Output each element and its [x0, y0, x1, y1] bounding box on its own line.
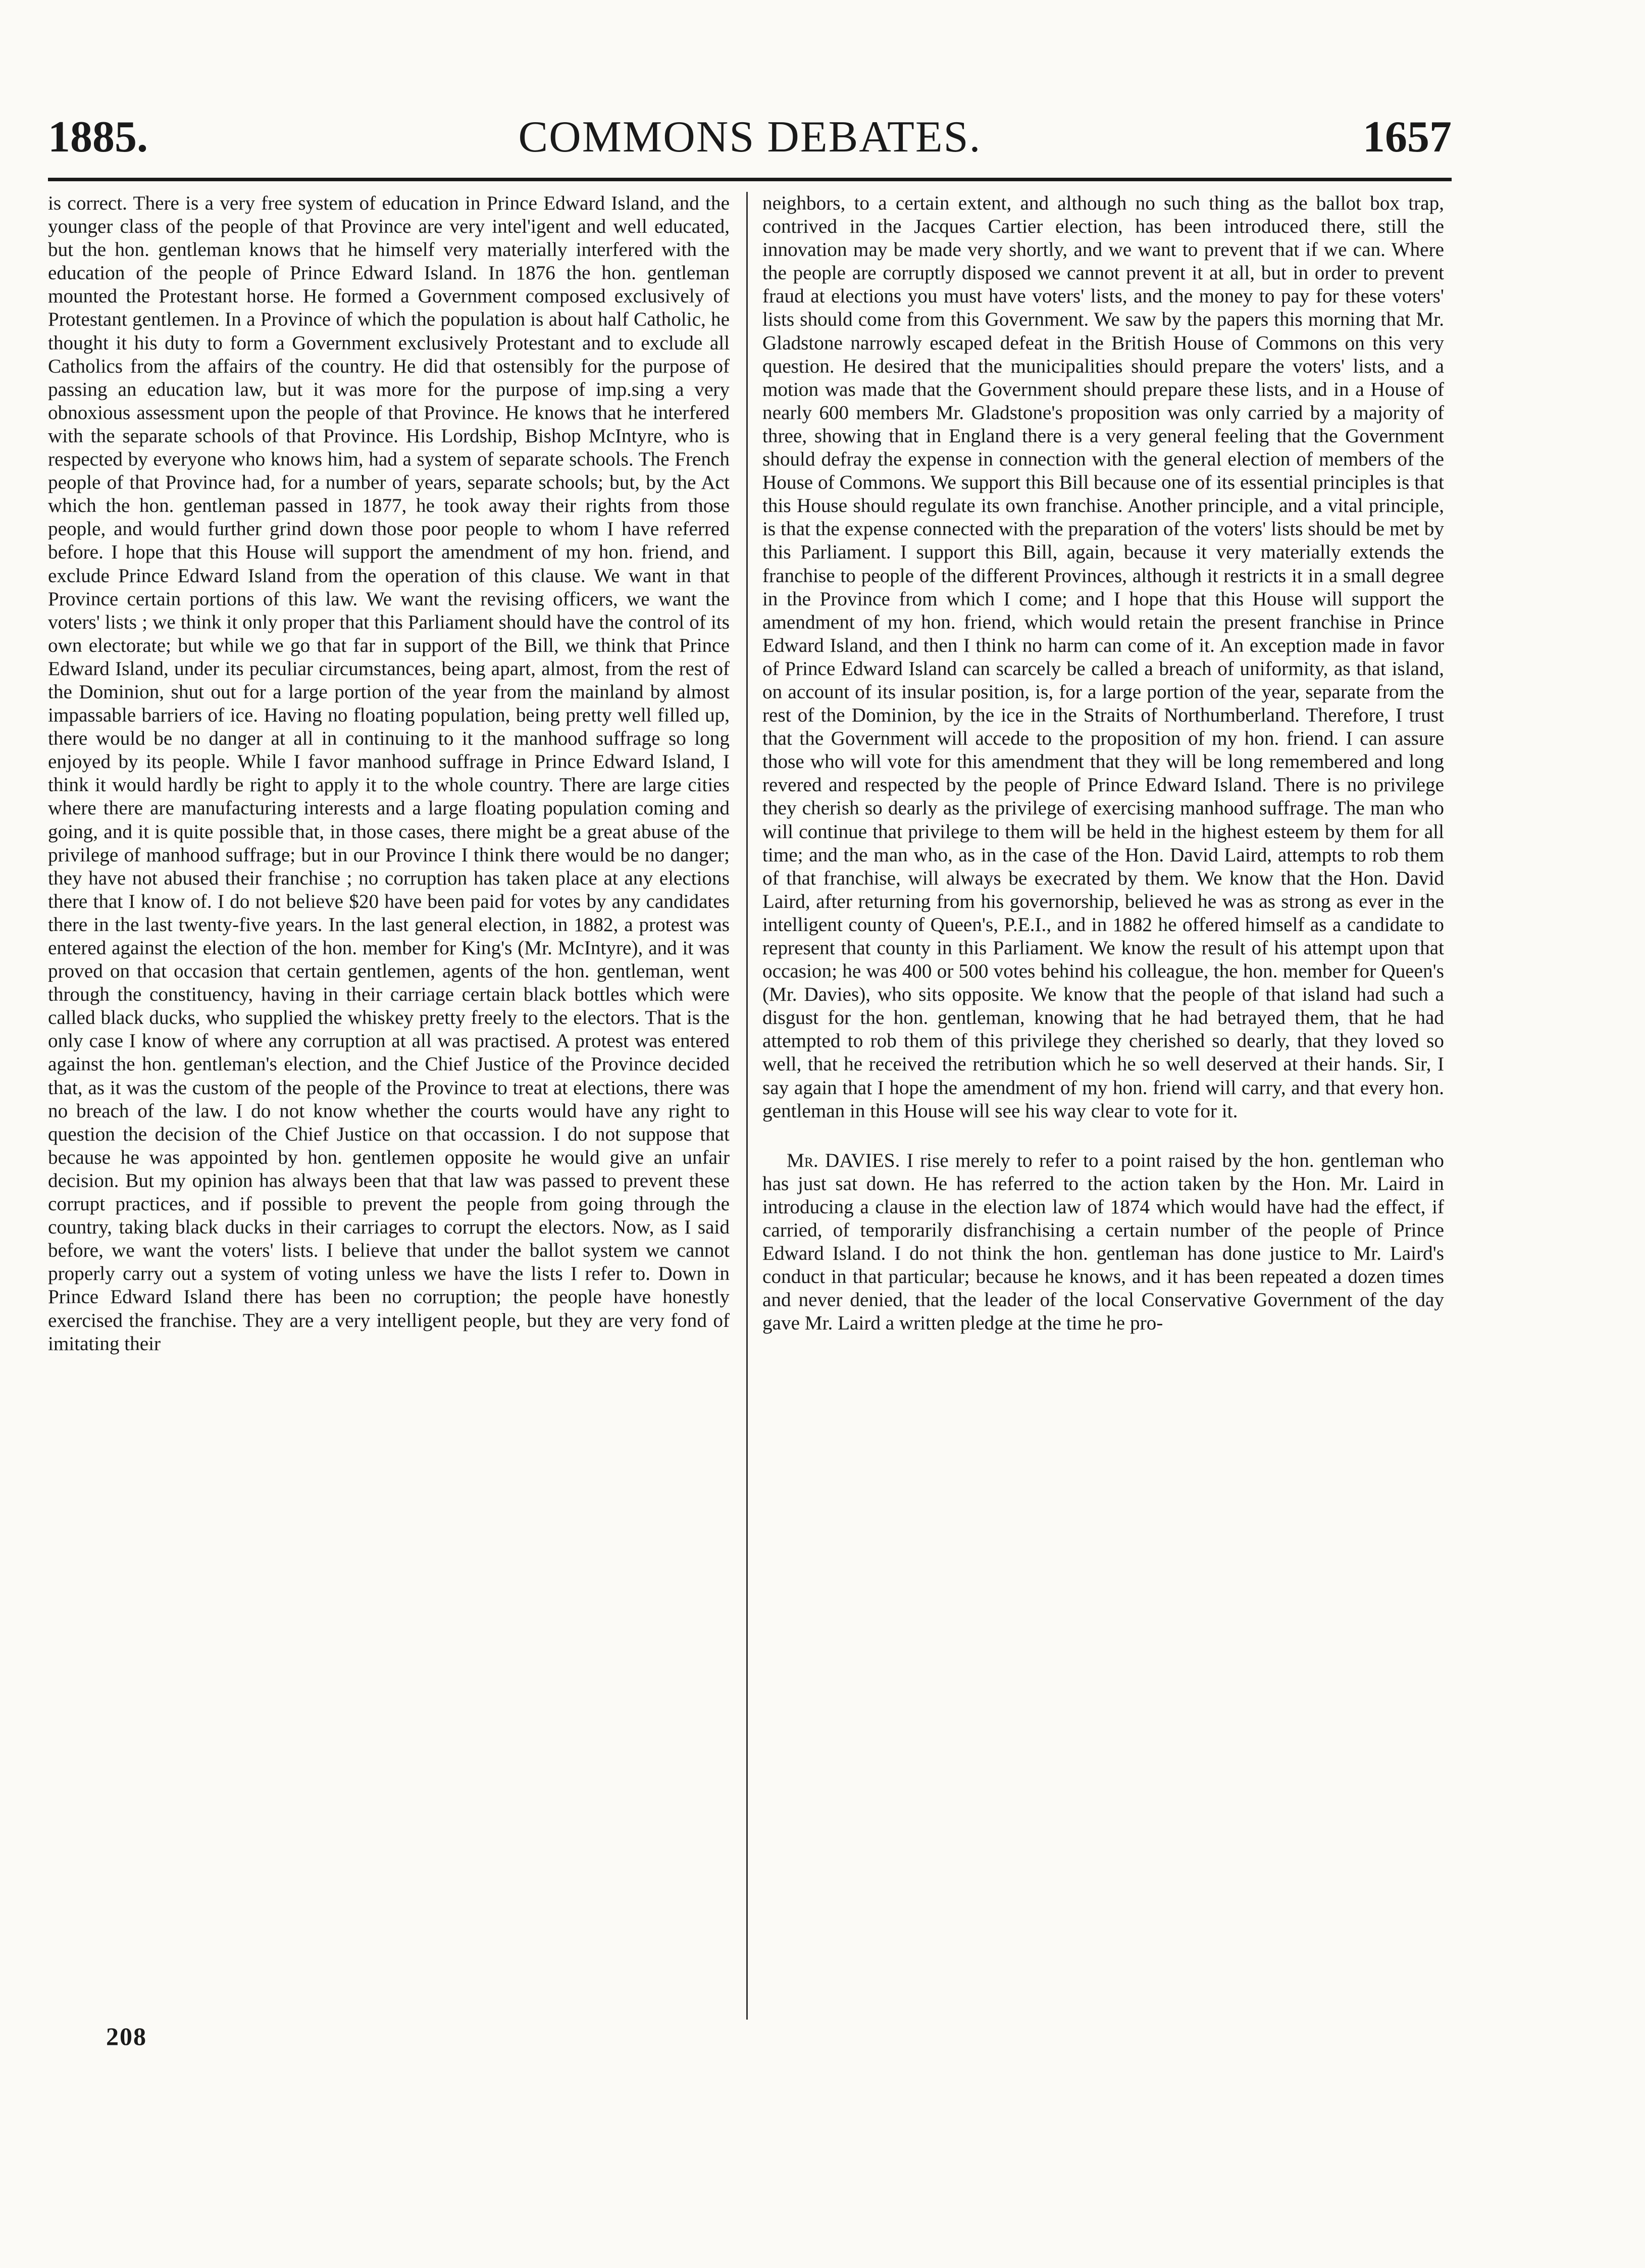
column-divider [746, 192, 748, 2020]
header-title: COMMONS DEBATES. [518, 113, 982, 162]
header-year: 1885. [48, 113, 148, 162]
right-column [762, 192, 1444, 1335]
page-header [48, 112, 1452, 168]
left-column-text: is correct. There is a very free system of education in Prince Edward Island, and the younger class of the people of that Province are very intel'igent and well educated, but the hon. gentleman knows that he himself very materially interfered with the education of the people of Prince Edward Island. In 1876 the hon. gentleman mounted the Protestant horse. He formed a Government composed exclusively of Protestant gentlemen. In a Province of which the population is about half Catholic, he thought it his duty to form a Government exclusively Protestant and to exclude all Catholics from the affairs of the country. He did that ostensibly for the purpose of passing an education law, but it was more for the purpose of imp.sing a very obnoxious assessment upon the people of that Province. He knows that he interfered with the separate schools of that Province. His Lordship, Bishop McIntyre, who is respected by everyone who knows him, had a system of separate schools. The French people of that Province had, for a number of years, separate schools; but, by the Act which the hon. gentleman passed in 1877, he took away their rights from those people, and would further grind down those poor people to whom I have referred before. I hope that this House will support the amendment of my hon. friend, and exclude Prince Edward Island from the operation of this clause. We want in that Province certain portions of this law. We want the revising officers, we want the voters' lists ; we think it only proper that this Parliament should have the control of its own electorate; but while we go that far in support of the Bill, we think that Prince Edward Island, under its peculiar circumstances, being apart, almost, from the rest of the Dominion, shut out for a large portion of the year from the mainland by almost impassable barriers of ice. Having no floating population, being pretty well filled up, there would be no danger at all in continuing to it the manhood suffrage so long enjoyed by its people. While I favor manhood suffrage in Prince Edward Island, I think it would hardly be right to apply it to the whole country. There are large cities where there are manufacturing interests and a large floating population coming and going, and it is quite possible that, in those cases, there might be a great abuse of the privilege of manhood suffrage; but in our Province I think there would be no danger; they have not abused their franchise ; no corruption has taken place at any elections there that I know of. I do not believe $20 have been paid for votes by any candidates there in the last twenty-five years. In the last general election, in 1882, a protest was entered against the election of the hon. member for King's (Mr. McIntyre), and it was proved on that occasion that certain gentlemen, agents of the hon. gentleman, went through the constituency, having in their carriage certain black bottles which were called black ducks, who supplied the whiskey pretty freely to the electors. That is the only case I know of where any corruption at all was practised. A protest was entered against the hon. gentleman's election, and the Chief Justice of the Province decided that, as it was the custom of the people of the Province to treat at elections, there was no breach of the law. I do not know whether the courts would have any right to question the decision of the Chief Justice on that occassion. I do not suppose that because he was appointed by hon. gentlemen opposite he would give an unfair decision. But my opinion has always been that that law was passed to prevent these corrupt practices, and if possible to prevent the people from going through the country, taking black ducks in their carriages to corrupt the electors. Now, as I said before, we want the voters' lists. I believe that under the ballot system we cannot properly carry out a system of voting unless we have the lists I refer to. Down in Prince Edward Island there has been no corruption; the people have honestly exercised the franchise. They are a very intelligent people, but they are very fond of imitating their [48, 192, 730, 1355]
header-page-number: 1657 [1363, 113, 1452, 162]
right-column-paragraph: neighbors, to a certain extent, and although no such thing as the ballot box trap, contrived in the Jacques Cartier election, has been introduced there, still the innovation may be made very shortly, and we want to prevent that if we can. Where the people are corruptly disposed we cannot prevent it at all, but in order to prevent fraud at elections you must have voters' lists, and the money to pay for these voters' lists should come from this Government. We saw by the papers this morning that Mr. Gladstone narrowly escaped defeat in the British House of Commons on this very question. He desired that the municipalities should prepare the voters' lists, and a motion was made that the Government should prepare these lists, and in a House of nearly 600 members Mr. Gladstone's proposition was only carried by a majority of three, showing that in England there is a very general feeling that the Government should defray the expense in connection with the general election of members of the House of Commons. We support this Bill because one of its essential principles is that this House should regulate its own franchise. Another principle, and a vital principle, is that the expense connected with the preparation of the voters' lists should be met by this Parliament. I support this Bill, again, because it very materially extends the franchise to people of the different Provinces, although it restricts it in a small degree in the Province from which I come; and I hope that this House will support the amendment of my hon. friend, which would retain the present franchise in Prince Edward Island, and then I think no harm can come of it. An exception made in favor of Prince Edward Island can scarcely be called a breach of uniformity, as that island, on account of its insular position, is, for a large portion of the year, separate from the rest of the Dominion, by the ice in the Straits of Northumberland. Therefore, I trust that the Government will accede to the proposition of my hon. friend. I can assure those who will vote for this amendment that they will be long remembered and long revered and respected by the people of Prince Edward Island. There is no privilege they cherish so dearly as the privilege of exercising manhood suffrage. The man who will continue that privilege to them will be held in the highest esteem by them for all time; and the man who, as in the case of the Hon. David Laird, attempts to rob them of that franchise, will always be execrated by them. We know that the Hon. David Laird, after returning from his governorship, believed he was as strong as ever in the intelligent county of Queen's, P.E.I., and in 1882 he offered himself as a candidate to represent that county in this Parliament. We know the result of his attempt upon that occasion; he was 400 or 500 votes behind his colleague, the hon. member for Queen's (Mr. Davies), who sits opposite. We know that the people of that island had such a disgust for the hon. gentleman, knowing that he had betrayed them, that he had attempted to rob them of this privilege they cherished so dearly, that they loved so well, that he received the retribution which he so well deserved at their hands. Sir, I say again that I hope the amendment of my hon. friend will carry, and that every hon. gentleman in this House will see his way clear to vote for it. [762, 192, 1444, 1122]
left-column [48, 192, 730, 1356]
speech-paragraph [762, 1149, 1444, 1335]
speaker-name: Mr. DAVIES. [787, 1149, 900, 1171]
header-rule [48, 178, 1452, 181]
signature-mark: 208 [106, 2022, 147, 2050]
speech-text: I rise merely to refer to a point raised by the hon. gentleman who has just sat down. He has referred to the action taken by the Hon. Mr. Laird in introducing a clause in the election law of 1874 which would have had the effect, if carried, of temporarily disfranchising a certain number of the people of Prince Edward Island. I do not think the hon. gentleman has done justice to Mr. Laird's conduct in that particular; because he knows, and it has been repeated a dozen times and never denied, that the leader of the local Conservative Government of the day gave Mr. Laird a written pledge at the time he pro- [762, 1149, 1444, 1334]
